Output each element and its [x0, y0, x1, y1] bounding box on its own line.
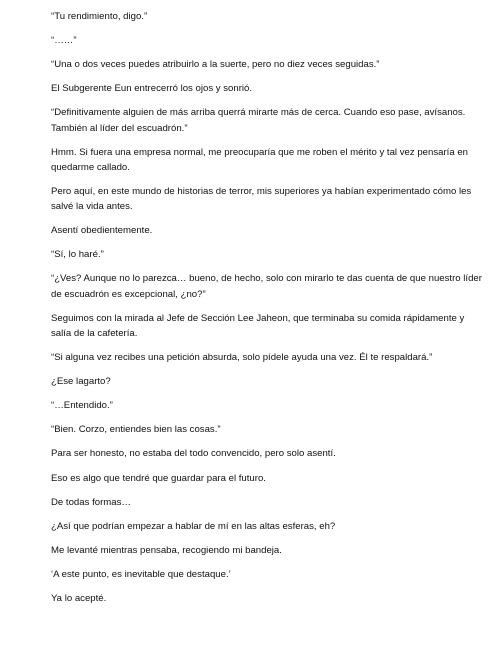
- paragraph: Asentí obedientemente.: [51, 225, 153, 237]
- paragraph: “……”: [51, 35, 77, 47]
- paragraph: ¿Así que podrían empezar a hablar de mí en las altas esferas, eh?: [51, 520, 336, 532]
- paragraph: El Subgerente Eun entrecerró los ojos y sonrió.: [51, 83, 253, 95]
- paragraph: “Bien. Corzo, entiendes bien las cosas.”: [51, 424, 221, 436]
- paragraph: “Si alguna vez recibes una petición absurda, solo pídele ayuda una vez. Él te respaldará.”: [51, 352, 433, 364]
- paragraph: ‘A este punto, es inevitable que destaque.’: [51, 568, 231, 580]
- paragraph: ¿Ese lagarto?: [51, 376, 111, 388]
- paragraph: Eso es algo que tendré que guardar para el futuro.: [51, 472, 266, 484]
- paragraph: “Una o dos veces puedes atribuirlo a la suerte, pero no diez veces seguidas.”: [51, 59, 380, 71]
- paragraph: Ya lo acepté.: [51, 592, 107, 604]
- paragraph: “Tu rendimiento, digo.”: [51, 11, 148, 22]
- paragraph: Pero aquí, en este mundo de historias de terror, mis superiores ya habían experimentado cómo les salvé la vida antes.: [51, 185, 472, 213]
- paragraph: “¿Ves? Aunque no lo parezca… bueno, de hecho, solo con mirarlo te das cuenta de que nuestro líder de escuadrón es excepcional, ¿no?”: [51, 273, 482, 300]
- paragraph: “…Entendido.”: [51, 400, 113, 412]
- paragraph: Hmm. Si fuera una empresa normal, me preocuparía que me roben el mérito y tal vez pensaría en quedarme callado.: [51, 146, 468, 173]
- paragraph: De todas formas…: [51, 496, 131, 508]
- paragraph: “Sí, lo haré.”: [51, 249, 104, 261]
- paragraph: Seguimos con la mirada al Jefe de Sección Lee Jaheon, que terminaba su comida rápidamente y salía de la cafetería.: [51, 312, 465, 339]
- paragraph: Me levanté mientras pensaba, recogiendo mi bandeja.: [51, 544, 282, 556]
- paragraph: “Definitivamente alguien de más arriba querrá mirarte más de cerca. Cuando eso pase, avísanos. También al líder del escuadrón.”: [51, 107, 466, 134]
- paragraph: Para ser honesto, no estaba del todo convencido, pero solo asentí.: [51, 448, 336, 460]
